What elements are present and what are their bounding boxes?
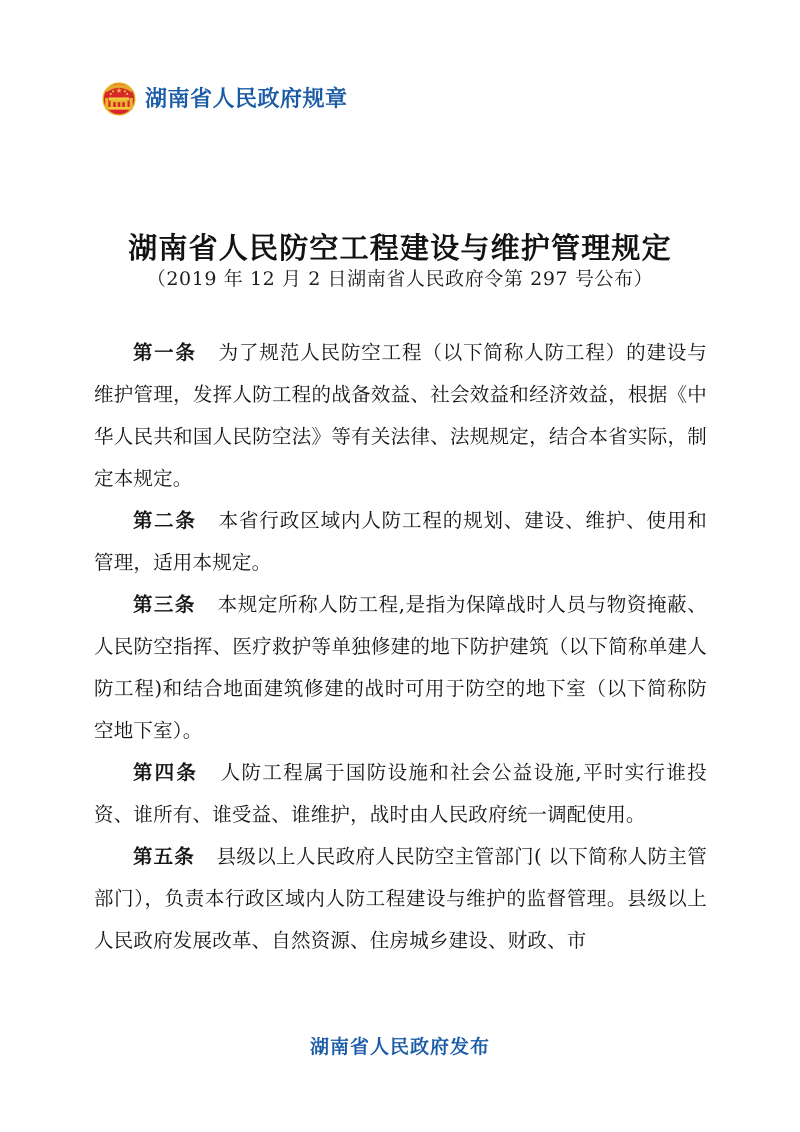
article-item bbox=[94, 500, 707, 584]
footer-publisher: 湖南省人民政府发布 bbox=[309, 1036, 490, 1058]
document-subtitle: （2019 年 12 月 2 日湖南省人民政府令第 297 号公布） bbox=[146, 268, 654, 290]
masthead bbox=[102, 82, 348, 116]
article-item bbox=[94, 332, 707, 500]
article-number: 第一条 bbox=[133, 341, 197, 364]
article-number: 第五条 bbox=[133, 845, 195, 868]
document-title: 湖南省人民防空工程建设与维护管理规定 bbox=[128, 231, 672, 266]
masthead-label: 湖南省人民政府规章 bbox=[145, 86, 348, 112]
article-item bbox=[94, 752, 707, 836]
article-item bbox=[94, 836, 707, 962]
article-text: 人防工程属于国防设施和社会公益设施,平时实行谁投资、谁所有、谁受益、谁维护，战时由人民政府统一调配使用。 bbox=[94, 761, 707, 826]
article-number: 第三条 bbox=[133, 593, 196, 616]
article-text: 本省行政区域内人防工程的规划、建设、维护、使用和管理，适用本规定。 bbox=[94, 509, 707, 574]
footer bbox=[0, 1038, 800, 1057]
article-text: 为了规范人民防空工程（以下简称人防工程）的建设与维护管理，发挥人防工程的战备效益、社会效益和经济效益，根据《中华人民共和国人民防空法》等有关法律、法规规定，结合本省实际，制定本规定。 bbox=[94, 341, 707, 490]
article-item bbox=[94, 584, 707, 752]
document-body bbox=[94, 332, 707, 962]
article-text: 本规定所称人防工程,是指为保障战时人员与物资掩蔽、人民防空指挥、医疗救护等单独修建的地下防护建筑（以下简称单建人防工程)和结合地面建筑修建的战时可用于防空的地下室（以下简称防空地下室）。 bbox=[94, 593, 707, 742]
china-national-emblem-icon bbox=[102, 82, 136, 116]
article-number: 第二条 bbox=[133, 509, 197, 532]
article-text: 县级以上人民政府人民防空主管部门( 以下简称人防主管部门），负责本行政区域内人防工程建设与维护的监督管理。县级以上人民政府发展改革、自然资源、住房城乡建设、财政、市 bbox=[94, 845, 707, 952]
article-number: 第四条 bbox=[133, 761, 199, 784]
